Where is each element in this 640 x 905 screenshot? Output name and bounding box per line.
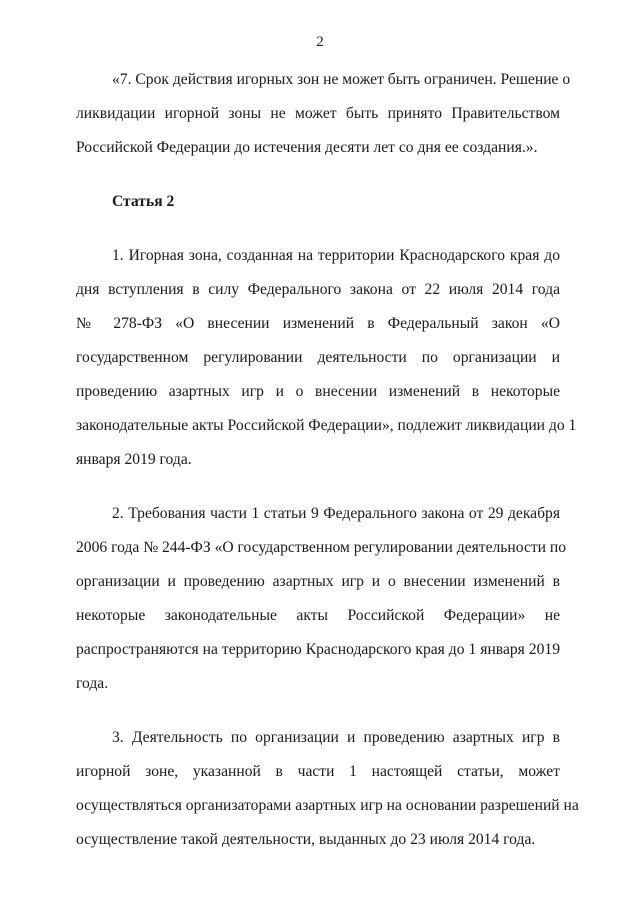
text-line: 3. Деятельность по организации и проведению азартных игр в [112,729,560,746]
text-line: 2. Требования части 1 статьи 9 Федерального закона от 29 декабря [112,505,560,522]
text-line: некоторые законодательные акты Российской Федерации» не [76,607,560,624]
paragraph-2 [76,497,567,701]
text-line: 1. Игорная зона, созданная на территории Краснодарского края до [112,247,560,264]
text-line: государственном регулировании деятельности по организации и [76,349,560,366]
text-line: ликвидации игорной зоны не может быть принято Правительством [76,105,560,122]
text-line: № 278-ФЗ «О внесении изменений в Федеральный закон «О [76,315,560,332]
text-line: «7. Срок действия игорных зон не может быть ограничен. Решение о [112,71,571,88]
text-line: игорной зоне, указанной в части 1 настоящей статьи, может [76,763,560,780]
text-line: осуществляться организаторами азартных игр на основании разрешений на [76,797,579,814]
text-line: года. [76,675,109,692]
article-heading: Статья 2 [112,193,175,210]
text-line: организации и проведению азартных игр и о внесении изменений в [76,573,560,590]
text-line: января 2019 года. [76,451,192,468]
document-body [76,63,579,857]
page-number: 2 [316,34,324,50]
text-line: осуществление такой деятельности, выданных до 23 июля 2014 года. [76,831,536,848]
text-line: законодательные акты Российской Федерации», подлежит ликвидации до 1 [76,417,577,434]
quote-paragraph [76,63,571,165]
text-line: 2006 года № 244-ФЗ «О государственном регулировании деятельности по [76,539,567,556]
text-line: Российской Федерации до истечения десяти лет со дня ее создания.». [76,139,538,156]
text-line: дня вступления в силу Федерального закона от 22 июля 2014 года [76,281,560,298]
text-line: проведению азартных игр и о внесении изменений в некоторые [76,383,560,400]
text-line: распространяются на территорию Краснодарского края до 1 января 2019 [76,641,560,658]
paragraph-3 [76,721,579,857]
paragraph-1 [76,239,577,477]
